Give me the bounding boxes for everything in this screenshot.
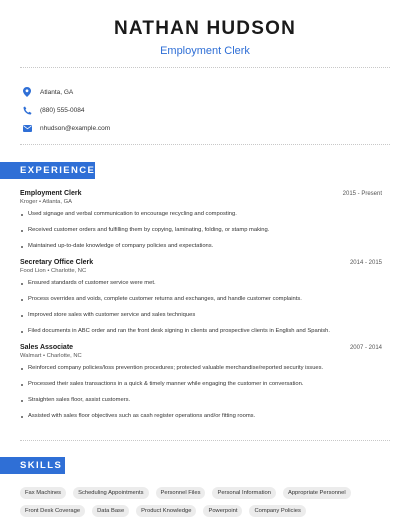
job-company: Food Lion • Charlotte, NC — [20, 268, 87, 274]
job-title: Employment Clerk — [20, 190, 82, 197]
envelope-icon — [22, 123, 32, 133]
contact-phone — [22, 101, 110, 119]
candidate-title: Employment Clerk — [160, 45, 250, 57]
skill-chip: Powerpoint — [203, 505, 242, 517]
contact-list — [22, 83, 110, 137]
skill-chip: Personnel Files — [156, 487, 206, 499]
divider — [20, 144, 390, 145]
contact-location — [22, 83, 110, 101]
location-pin-icon — [22, 87, 32, 97]
email-text: nhudson@example.com — [40, 124, 111, 132]
job-entry — [20, 190, 382, 259]
phone-icon — [22, 105, 32, 115]
job-entry — [20, 259, 382, 344]
resume-header — [0, 0, 410, 57]
job-bullet: Ensured standards of customer service were met. — [20, 280, 382, 287]
job-bullet: Processed their sales transactions in a quick & timely manner while engaging the customer in conversation. — [20, 381, 382, 388]
job-bullet: Straighten sales floor, assist customers. — [20, 397, 382, 404]
job-company: Kroger • Atlanta, GA — [20, 199, 72, 205]
skill-chip: Scheduling Appointments — [73, 487, 148, 499]
job-title: Secretary Office Clerk — [20, 259, 94, 266]
divider — [20, 67, 390, 68]
job-dates: 2014 - 2015 — [349, 260, 382, 266]
skill-chip: Data Base — [92, 505, 129, 517]
job-company: Walmart • Charlotte, NC — [20, 353, 82, 359]
skill-chip: Personal Information — [212, 487, 276, 499]
job-bullet: Maintained up-to-date knowledge of company policies and expectations. — [20, 243, 382, 250]
job-bullet: Improved store sales with customer service and sales techniques — [20, 312, 382, 319]
job-bullet: Process overrides and voids, complete customer returns and exchanges, and handle customer complaints. — [20, 296, 382, 303]
skill-chip: Product Knowledge — [136, 505, 196, 517]
skill-chip: Appropriate Personnel — [283, 487, 351, 499]
skills-list — [20, 487, 390, 523]
candidate-name: NATHAN HUDSON — [113, 18, 297, 39]
location-text: Atlanta, GA — [40, 88, 74, 96]
job-entry — [20, 344, 382, 429]
job-bullet: Reinforced company policies/loss prevention procedures; protected valuable merchandise/reported security issues. — [20, 365, 382, 372]
contact-email — [22, 119, 110, 137]
skill-chip: Fax Machines — [20, 487, 66, 499]
job-dates: 2015 - Present — [342, 191, 382, 197]
job-bullet: Used signage and verbal communication to encourage recycling and composting. — [20, 211, 382, 218]
job-dates: 2007 - 2014 — [349, 345, 382, 351]
job-title: Sales Associate — [20, 344, 74, 351]
skill-chip: Front Desk Coverage — [20, 505, 85, 517]
experience-heading: EXPERIENCE — [0, 162, 95, 179]
skills-heading: SKILLS — [0, 457, 65, 474]
skill-chip: Company Policies — [249, 505, 305, 517]
phone-text: (880) 555-0084 — [40, 106, 85, 114]
job-bullet: Filed documents in ABC order and ran the front desk signing in clients and prospective clients in English and Spanish. — [20, 328, 382, 335]
job-bullet: Assisted with sales floor objectives such as cash register operations and/or fitting rooms. — [20, 413, 382, 420]
divider — [20, 440, 390, 441]
job-bullet: Received customer orders and fulfilling them by copying, laminating, folding, or stamp making. — [20, 227, 382, 234]
